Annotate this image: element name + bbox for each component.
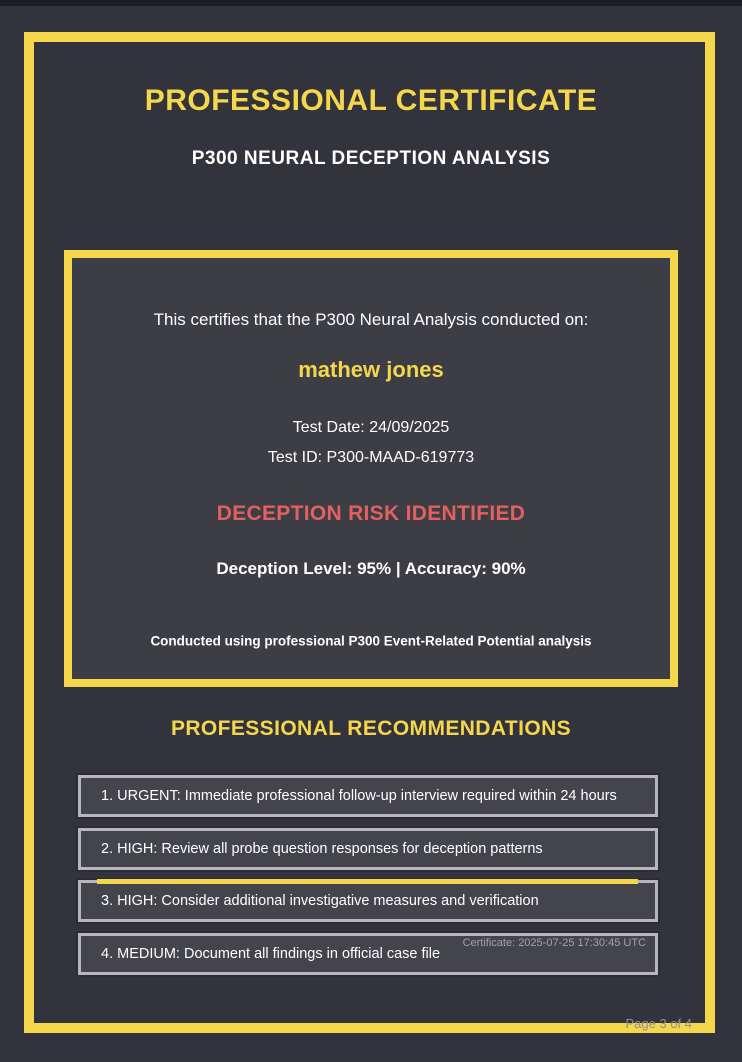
recommendation-item xyxy=(78,775,658,817)
page-subtitle: P300 NEURAL DECEPTION ANALYSIS xyxy=(191,148,551,169)
test-id: Test ID: P300-MAAD-619773 xyxy=(267,449,475,466)
test-date: Test Date: 24/09/2025 xyxy=(292,419,450,436)
deception-result: DECEPTION RISK IDENTIFIED xyxy=(216,502,526,525)
recommendations-heading: PROFESSIONAL RECOMMENDATIONS xyxy=(170,717,572,740)
recommendation-text: 4. MEDIUM: Document all findings in official case file xyxy=(101,946,441,962)
subject-name: mathew jones xyxy=(298,357,444,382)
page-title: PROFESSIONAL CERTIFICATE xyxy=(144,84,598,117)
certify-statement: This certifies that the P300 Neural Analysis conducted on: xyxy=(153,310,589,329)
recommendation-text: 1. URGENT: Immediate professional follow-up interview required within 24 hours xyxy=(101,788,617,804)
analysis-method: Conducted using professional P300 Event-Related Potential analysis xyxy=(150,633,592,649)
top-edge-strip xyxy=(0,0,742,6)
recommendation-text: 3. HIGH: Consider additional investigative measures and verification xyxy=(101,893,539,909)
yellow-divider-stripe xyxy=(97,879,638,884)
recommendation-text: 2. HIGH: Review all probe question responses for deception patterns xyxy=(101,841,543,857)
certificate-panel xyxy=(64,250,678,687)
recommendation-item xyxy=(78,880,658,922)
certificate-timestamp: Certificate: 2025-07-25 17:30:45 UTC xyxy=(462,937,646,949)
page-indicator: Page 3 of 4 xyxy=(625,1016,692,1031)
recommendation-item xyxy=(78,828,658,870)
deception-metrics: Deception Level: 95% | Accuracy: 90% xyxy=(216,559,526,578)
